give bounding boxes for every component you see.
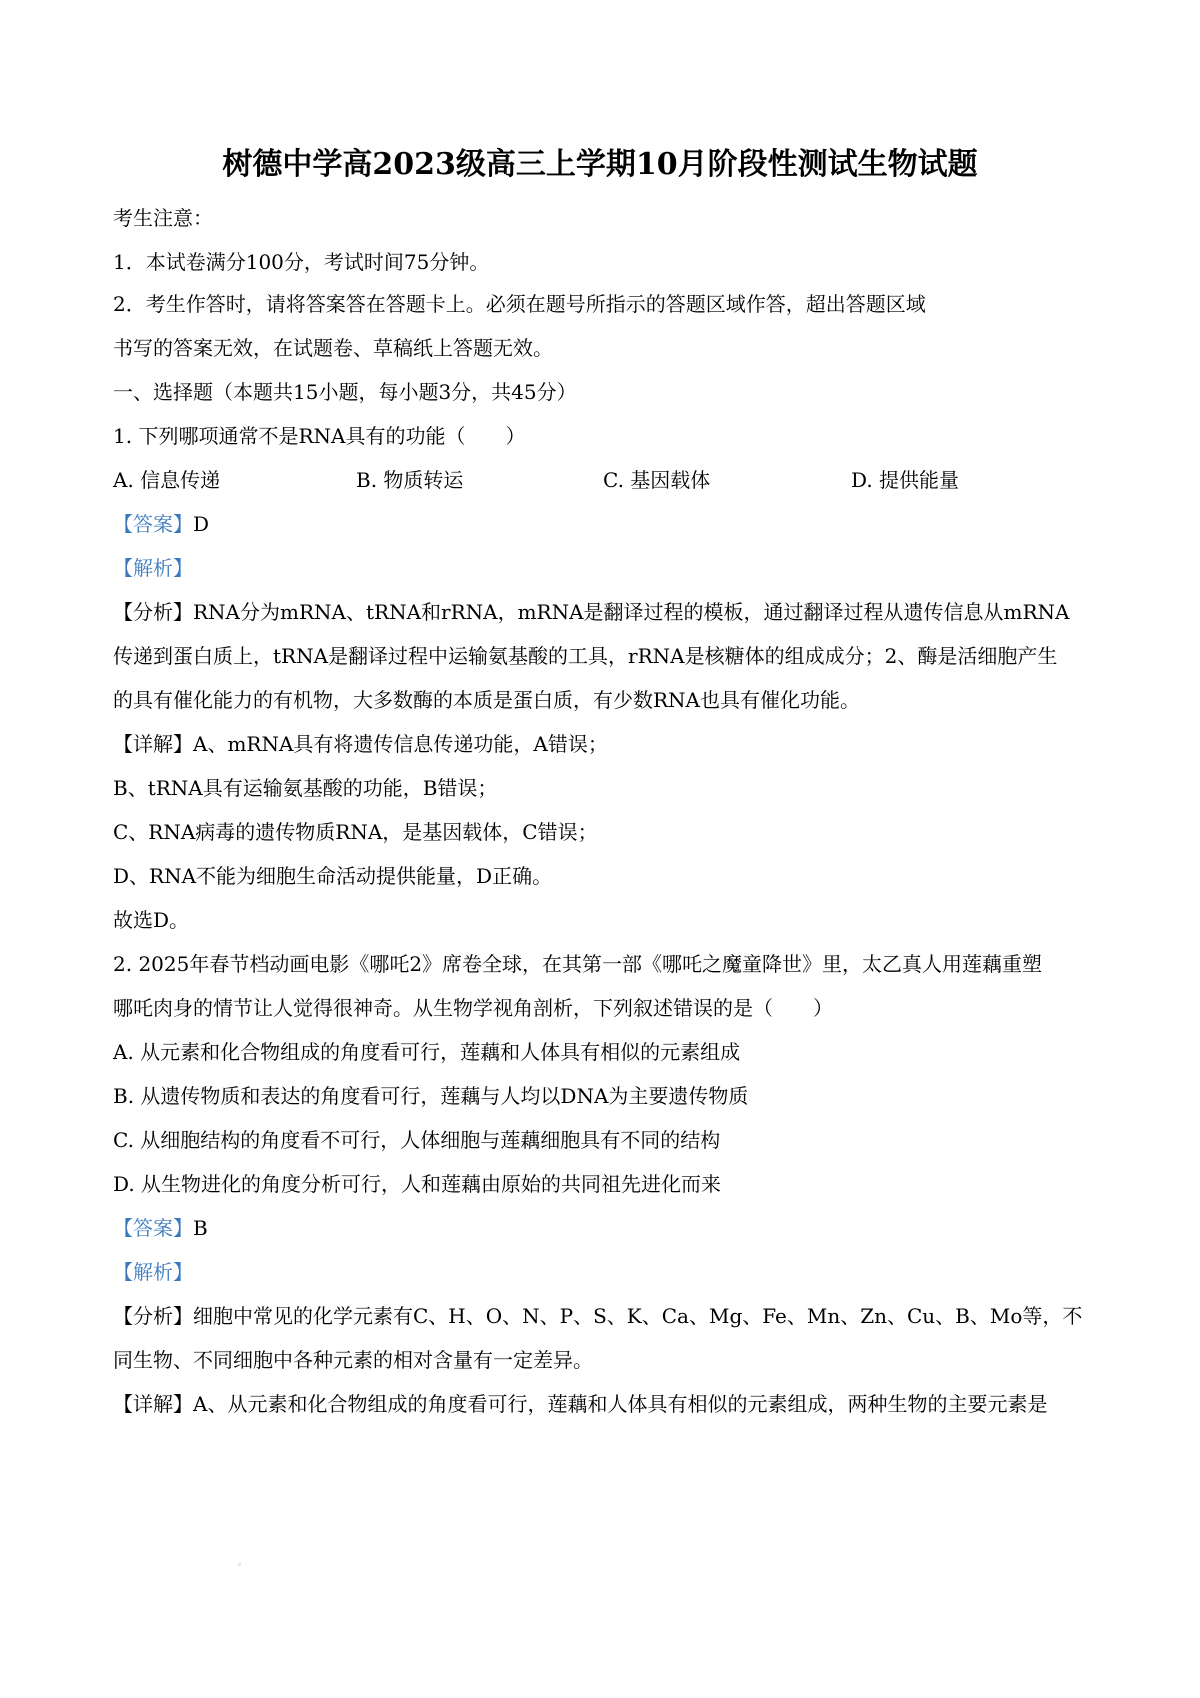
question-2-stem-line-1: 2. 2025年春节档动画电影《哪吒2》席卷全球，在其第一部《哪吒之魔童降世》里，太乙真人用莲藕重塑 xyxy=(113,952,1043,976)
document-title: 树德中学高2023级高三上学期10月阶段性测试生物试题 xyxy=(222,147,978,182)
question-1-detail-line-1: 【详解】A、mRNA具有将遗传信息传递功能，A错误； xyxy=(113,732,608,756)
answer-value: D xyxy=(193,512,210,536)
answer-tag: 【答案】 xyxy=(113,512,193,536)
question-1-detail-line-3: C、RNA病毒的遗传物质RNA，是基因载体，C错误； xyxy=(113,820,598,844)
answer-value: B xyxy=(193,1216,208,1240)
question-2-detail-line-1: 【详解】A、从元素和化合物组成的角度看可行，莲藕和人体具有相似的元素组成，两种生物的主要元素是 xyxy=(113,1392,1048,1416)
question-1-analysis-line-2: 传递到蛋白质上，tRNA是翻译过程中运输氨基酸的工具，rRNA是核糖体的组成成分；2、酶是活细胞产生 xyxy=(113,644,1058,668)
question-2-stem-line-2: 哪吒肉身的情节让人觉得很神奇。从生物学视角剖析，下列叙述错误的是（ ） xyxy=(113,996,833,1020)
question-1-option-a: A. 信息传递 xyxy=(113,468,221,492)
question-1-detail-line-4: D、RNA不能为细胞生命活动提供能量，D正确。 xyxy=(113,864,553,888)
notice-item-2-line-1: 2．考生作答时，请将答案答在答题卡上。必须在题号所指示的答题区域作答，超出答题区域 xyxy=(113,292,926,316)
question-2-option-a: A. 从元素和化合物组成的角度看可行，莲藕和人体具有相似的元素组成 xyxy=(113,1040,741,1064)
question-1-analysis-tag: 【解析】 xyxy=(113,556,193,580)
question-1-analysis-line-3: 的具有催化能力的有机物，大多数酶的本质是蛋白质，有少数RNA也具有催化功能。 xyxy=(113,688,861,712)
notice-heading: 考生注意： xyxy=(113,206,213,230)
question-1-option-b: B. 物质转运 xyxy=(356,468,464,492)
notice-item-2-line-2: 书写的答案无效，在试题卷、草稿纸上答题无效。 xyxy=(113,336,553,360)
question-2-option-d: D. 从生物进化的角度分析可行，人和莲藕由原始的共同祖先进化而来 xyxy=(113,1172,722,1196)
question-2-answer xyxy=(113,1215,208,1241)
question-1-detail-line-2: B、tRNA具有运输氨基酸的功能，B错误； xyxy=(113,776,498,800)
question-2-analysis-line-2: 同生物、不同细胞中各种元素的相对含量有一定差异。 xyxy=(113,1348,593,1372)
notice-item-1: 1．本试卷满分100分，考试时间75分钟。 xyxy=(113,250,490,274)
question-2-analysis-tag: 【解析】 xyxy=(113,1260,193,1284)
question-1-conclusion: 故选D。 xyxy=(113,908,190,932)
question-1-answer xyxy=(113,511,209,537)
question-1-analysis-line-1: 【分析】RNA分为mRNA、tRNA和rRNA，mRNA是翻译过程的模板，通过翻译过程从遗传信息从mRNA xyxy=(113,600,1070,624)
scan-speck xyxy=(238,1563,241,1566)
question-1-stem: 1. 下列哪项通常不是RNA具有的功能（ ） xyxy=(113,424,526,448)
question-1-option-c: C. 基因载体 xyxy=(603,468,711,492)
section-heading: 一、选择题（本题共15小题，每小题3分，共45分） xyxy=(113,380,577,404)
question-2-option-c: C. 从细胞结构的角度看不可行，人体细胞与莲藕细胞具有不同的结构 xyxy=(113,1128,721,1152)
question-1-option-d: D. 提供能量 xyxy=(851,468,960,492)
question-2-option-b: B. 从遗传物质和表达的角度看可行，莲藕与人均以DNA为主要遗传物质 xyxy=(113,1084,749,1108)
answer-tag: 【答案】 xyxy=(113,1216,193,1240)
question-2-analysis-line-1: 【分析】细胞中常见的化学元素有C、H、O、N、P、S、K、Ca、Mg、Fe、Mn、Zn、Cu、B、Mo等，不 xyxy=(113,1304,1083,1328)
